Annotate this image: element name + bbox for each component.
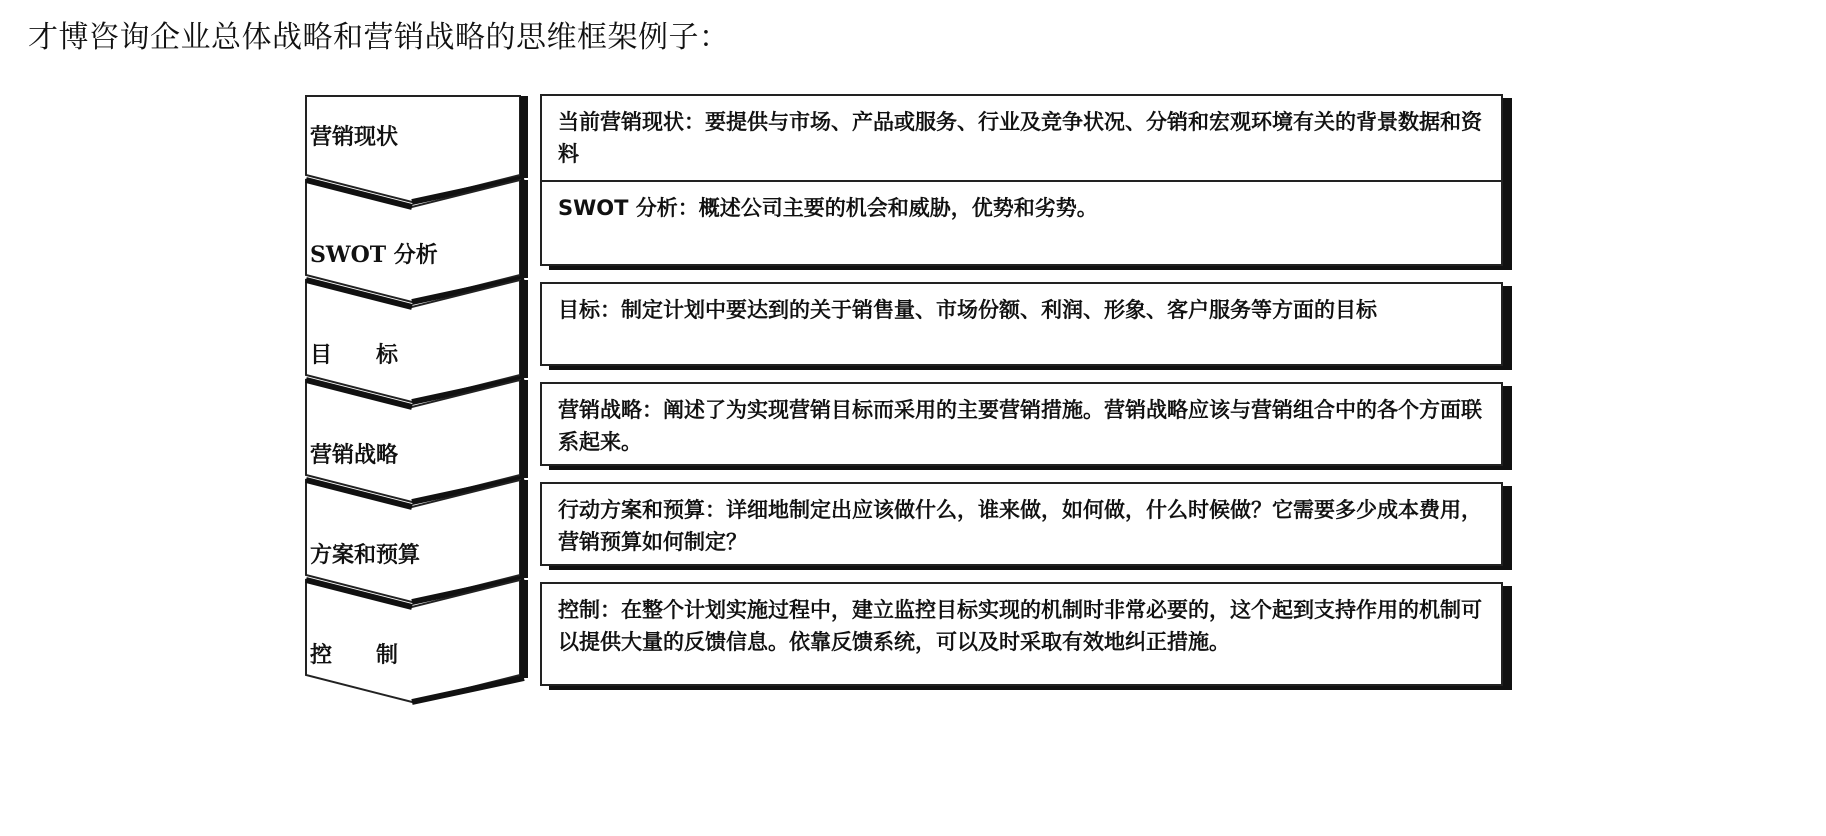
chevron-flow bbox=[300, 92, 540, 707]
strategy-framework-diagram bbox=[300, 92, 1826, 836]
stage-description-market-status: 当前营销现状：要提供与市场、产品或服务、行业及竞争状况、分销和宏观环境有关的背景数据和资料 bbox=[540, 94, 1503, 182]
stage-description-marketing-strategy: 营销战略：阐述了为实现营销目标而采用的主要营销措施。营销战略应该与营销组合中的各个方面联系起来。 bbox=[540, 382, 1503, 466]
page-title: 才博咨询企业总体战略和营销战略的思维框架例子： bbox=[28, 20, 730, 55]
stage-description-objectives: 目标：制定计划中要达到的关于销售量、市场份额、利润、形象、客户服务等方面的目标 bbox=[540, 282, 1503, 366]
stage-label-swot: SWOT 分析 bbox=[310, 242, 438, 268]
stage-label-control: 控 制 bbox=[310, 642, 399, 668]
stage-description-action-plan-budget: 行动方案和预算：详细地制定出应该做什么，谁来做，如何做，什么时候做？它需要多少成本费用，营销预算如何制定？ bbox=[540, 482, 1503, 566]
stage-label-market-status: 营销现状 bbox=[310, 124, 399, 150]
stage-label-marketing-strategy: 营销战略 bbox=[310, 442, 399, 468]
stage-label-action-plan-budget: 方案和预算 bbox=[310, 542, 421, 568]
stage-description-swot: SWOT 分析：概述公司主要的机会和威胁，优势和劣势。 bbox=[540, 180, 1503, 266]
stage-label-objectives: 目 标 bbox=[310, 342, 399, 368]
stage-description-control: 控制：在整个计划实施过程中，建立监控目标实现的机制时非常必要的，这个起到支持作用的机制可以提供大量的反馈信息。依靠反馈系统，可以及时采取有效地纠正措施。 bbox=[540, 582, 1503, 686]
